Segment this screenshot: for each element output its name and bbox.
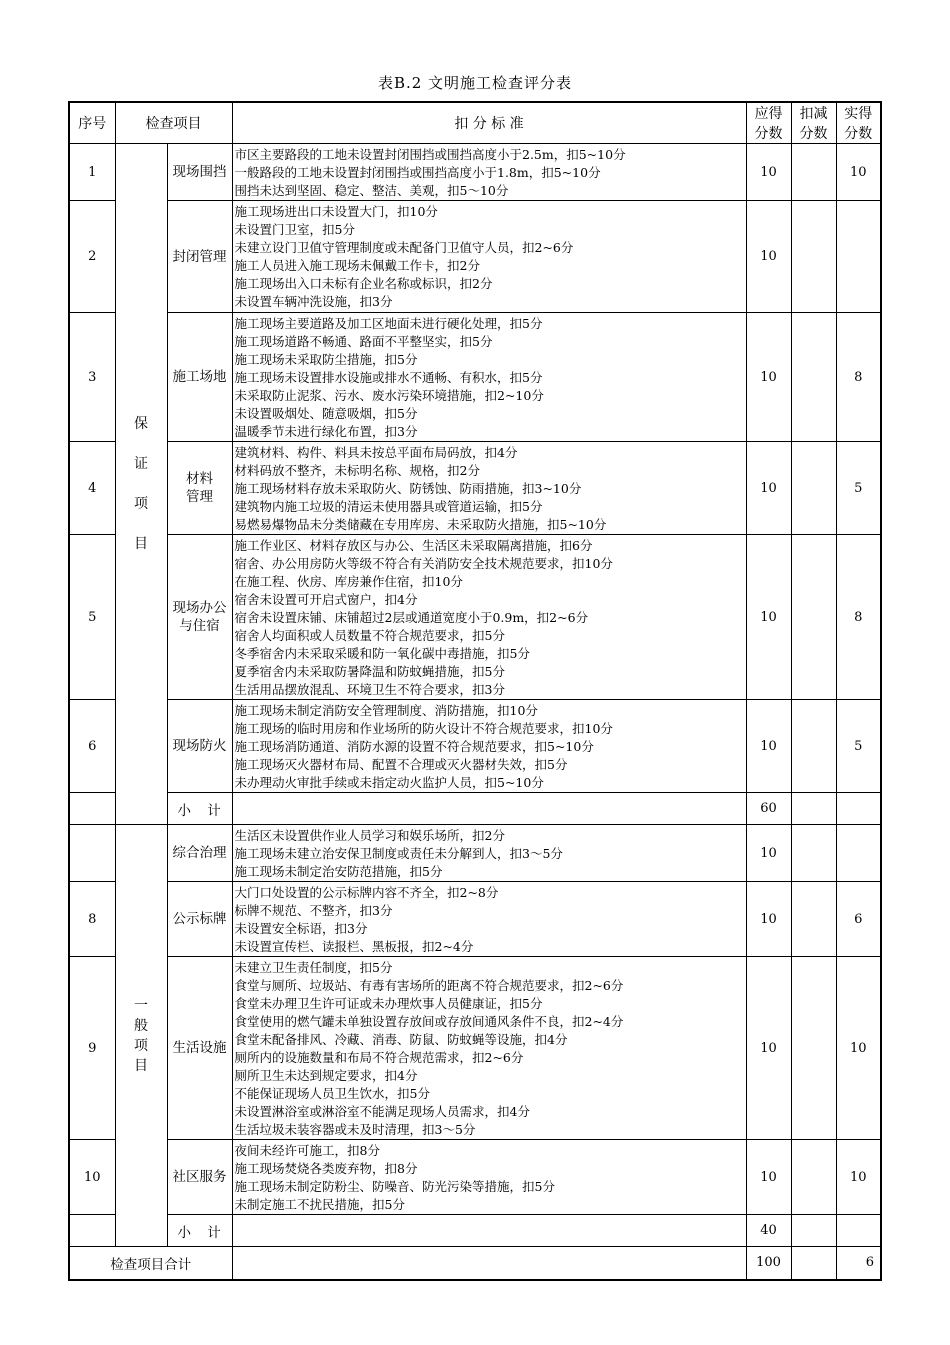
subtotal-label: 小 计 — [167, 793, 232, 825]
standard-line: 宿舍人均面积或人员数量不符合规范要求，扣5分 — [234, 628, 505, 643]
row-actual: 5 — [836, 700, 881, 793]
row-deduct — [791, 882, 836, 957]
row-item: 公示标牌 — [167, 882, 232, 957]
row-seq: 9 — [69, 957, 115, 1140]
row-deduct — [791, 313, 836, 442]
score-table — [68, 101, 882, 1281]
row-item: 材料 管理 — [167, 442, 232, 535]
standard-line: 施工现场道路不畅通、路面不平整坚实，扣5分 — [234, 334, 493, 349]
subtotal-row — [69, 1215, 881, 1247]
row-seq: 5 — [69, 535, 115, 700]
standard-line: 施工现场未建立治安保卫制度或责任未分解到人，扣3～5分 — [234, 846, 563, 861]
subtotal-label: 小 计 — [167, 1215, 232, 1247]
standard-line: 未设置吸烟处、随意吸烟，扣5分 — [234, 406, 418, 421]
standard-line: 未办理动火审批手续或未指定动火监护人员，扣5~10分 — [234, 775, 544, 790]
header-row — [69, 102, 881, 144]
standard-line: 未设置安全标语，扣3分 — [234, 921, 368, 936]
header-seq: 序号 — [69, 102, 115, 144]
row-item: 封闭管理 — [167, 201, 232, 313]
standard-line: 厕所内的设施数量和布局不符合规范需求，扣2~6分 — [234, 1050, 524, 1065]
row-deduct — [791, 700, 836, 793]
row-standard — [232, 313, 746, 442]
header-deduct: 扣减 分数 — [791, 102, 836, 144]
standard-line: 生活区未设置供作业人员学习和娱乐场所，扣2分 — [234, 828, 505, 843]
row-standard — [232, 442, 746, 535]
standard-line: 材料码放不整齐，未标明名称、规格，扣2分 — [234, 463, 480, 478]
row-due: 10 — [746, 882, 791, 957]
standard-line: 施工现场材料存放未采取防火、防锈蚀、防雨措施，扣3~10分 — [234, 481, 582, 496]
row-due: 10 — [746, 201, 791, 313]
row-due: 10 — [746, 700, 791, 793]
standard-line: 未建立卫生责任制度，扣5分 — [234, 960, 393, 975]
row-due: 10 — [746, 442, 791, 535]
row-item: 现场围挡 — [167, 144, 232, 201]
standard-line: 施工现场灭火器材布局、配置不合理或灭火器材失效，扣5分 — [234, 757, 568, 772]
row-seq — [69, 825, 115, 882]
standard-line: 未设置淋浴室或淋浴室不能满足现场人员需求，扣4分 — [234, 1104, 530, 1119]
row-standard — [232, 882, 746, 957]
row-seq: 1 — [69, 144, 115, 201]
standard-line: 建筑材料、构件、料具未按总平面布局码放，扣4分 — [234, 445, 518, 460]
standard-line: 施工现场未制定治安防范措施，扣5分 — [234, 864, 443, 879]
row-standard — [232, 1140, 746, 1215]
row-item: 综合治理 — [167, 825, 232, 882]
page-title: 表B.2 文明施工检查评分表 — [377, 74, 573, 92]
standard-line: 施工现场消防通道、消防水源的设置不符合规范要求，扣5~10分 — [234, 739, 594, 754]
standard-line: 不能保证现场人员卫生饮水，扣5分 — [234, 1086, 430, 1101]
row-deduct — [791, 201, 836, 313]
standard-line: 未设置宣传栏、读报栏、黑板报，扣2~4分 — [234, 939, 474, 954]
table-row — [69, 1140, 881, 1215]
standard-line: 围挡未达到坚固、稳定、整洁、美观，扣5～10分 — [234, 183, 509, 198]
row-item: 现场防火 — [167, 700, 232, 793]
standard-line: 未建立设门卫值守管理制度或未配备门卫值守人员，扣2~6分 — [234, 240, 574, 255]
standard-line: 宿舍未设置可开启式窗户，扣4分 — [234, 592, 418, 607]
standard-line: 易燃易爆物品未分类储藏在专用库房、未采取防火措施，扣5~10分 — [234, 517, 607, 532]
standard-line: 食堂未办理卫生许可证或未办理炊事人员健康证，扣5分 — [234, 996, 543, 1011]
standard-line: 建筑物内施工垃圾的清运未使用器具或管道运输，扣5分 — [234, 499, 543, 514]
standard-line: 标牌不规范、不整齐，扣3分 — [234, 903, 393, 918]
row-due: 10 — [746, 313, 791, 442]
table-row — [69, 201, 881, 313]
row-standard — [232, 957, 746, 1140]
category-general: 一 般 项 目 — [115, 825, 167, 1247]
row-actual: 5 — [836, 442, 881, 535]
row-seq: 4 — [69, 442, 115, 535]
row-deduct — [791, 442, 836, 535]
row-standard — [232, 144, 746, 201]
header-standard: 扣 分 标 准 — [232, 102, 746, 144]
standard-line: 夜间未经许可施工，扣8分 — [234, 1143, 380, 1158]
row-actual: 10 — [836, 957, 881, 1140]
row-due: 10 — [746, 144, 791, 201]
row-standard — [232, 535, 746, 700]
table-row — [69, 825, 881, 882]
standard-line: 冬季宿舍内未采取采暖和防一氧化碳中毒措施，扣5分 — [234, 646, 530, 661]
category-guarantee: 保 证 项 目 — [115, 144, 167, 825]
standard-line: 食堂未配备排风、冷藏、消毒、防鼠、防蚊蝇等设施，扣4分 — [234, 1032, 568, 1047]
header-actual: 实得 分数 — [836, 102, 881, 144]
total-due: 100 — [746, 1247, 791, 1280]
row-actual: 8 — [836, 313, 881, 442]
standard-line: 施工现场主要道路及加工区地面未进行硬化处理，扣5分 — [234, 316, 543, 331]
standard-line: 施工现场焚烧各类废弃物，扣8分 — [234, 1161, 418, 1176]
row-actual — [836, 201, 881, 313]
standard-line: 施工现场进出口未设置大门，扣10分 — [234, 204, 438, 219]
row-due: 10 — [746, 957, 791, 1140]
total-actual: 6 — [836, 1247, 881, 1280]
row-actual: 6 — [836, 882, 881, 957]
row-deduct — [791, 1140, 836, 1215]
row-standard — [232, 700, 746, 793]
standard-line: 温暖季节未进行绿化布置，扣3分 — [234, 424, 418, 439]
row-seq: 6 — [69, 700, 115, 793]
standard-line: 一般路段的工地未设置封闭围挡或围挡高度小于1.8m，扣5~10分 — [234, 165, 601, 180]
standard-line: 宿舍、办公用房防火等级不符合有关消防安全技术规范要求，扣10分 — [234, 556, 613, 571]
standard-line: 生活用品摆放混乱、环境卫生不符合要求，扣3分 — [234, 682, 505, 697]
row-actual: 10 — [836, 1140, 881, 1215]
row-due: 10 — [746, 535, 791, 700]
table-row — [69, 144, 881, 201]
row-seq: 10 — [69, 1140, 115, 1215]
row-standard — [232, 825, 746, 882]
table-row — [69, 700, 881, 793]
standard-line: 食堂使用的燃气罐未单独设置存放间或存放间通风条件不良，扣2~4分 — [234, 1014, 624, 1029]
row-item: 现场办公 与住宿 — [167, 535, 232, 700]
standard-line: 未设置门卫室，扣5分 — [234, 222, 355, 237]
standard-line: 夏季宿舍内未采取防暑降温和防蚊蝇措施，扣5分 — [234, 664, 505, 679]
subtotal-row — [69, 793, 881, 825]
subtotal-due: 60 — [746, 793, 791, 825]
standard-line: 施工人员进入施工现场未佩戴工作卡，扣2分 — [234, 258, 480, 273]
row-due: 10 — [746, 825, 791, 882]
standard-line: 生活垃圾未装容器或未及时清理，扣3～5分 — [234, 1122, 476, 1137]
standard-line: 施工现场未采取防尘措施，扣5分 — [234, 352, 418, 367]
row-item: 施工场地 — [167, 313, 232, 442]
row-deduct — [791, 144, 836, 201]
table-row — [69, 957, 881, 1140]
standard-line: 大门口处设置的公示标牌内容不齐全，扣2~8分 — [234, 885, 499, 900]
header-due: 应得 分数 — [746, 102, 791, 144]
row-item: 社区服务 — [167, 1140, 232, 1215]
standard-line: 施工现场未制定消防安全管理制度、消防措施，扣10分 — [234, 703, 538, 718]
row-seq: 2 — [69, 201, 115, 313]
table-row — [69, 882, 881, 957]
standard-line: 未制定施工不扰民措施，扣5分 — [234, 1197, 405, 1212]
standard-line: 施工现场未设置排水设施或排水不通畅、有积水，扣5分 — [234, 370, 543, 385]
row-seq: 3 — [69, 313, 115, 442]
row-actual: 10 — [836, 144, 881, 201]
row-deduct — [791, 825, 836, 882]
total-deduct — [791, 1247, 836, 1280]
subtotal-due: 40 — [746, 1215, 791, 1247]
standard-line: 施工现场出入口未标有企业名称或标识，扣2分 — [234, 276, 493, 291]
standard-line: 未设置车辆冲洗设施，扣3分 — [234, 294, 393, 309]
header-item: 检查项目 — [115, 102, 232, 144]
standard-line: 施工现场未制定防粉尘、防噪音、防光污染等措施，扣5分 — [234, 1179, 555, 1194]
row-due: 10 — [746, 1140, 791, 1215]
row-item: 生活设施 — [167, 957, 232, 1140]
table-row — [69, 313, 881, 442]
standard-line: 在施工程、伙房、库房兼作住宿，扣10分 — [234, 574, 463, 589]
standard-line: 厕所卫生未达到规定要求，扣4分 — [234, 1068, 418, 1083]
row-deduct — [791, 957, 836, 1140]
standard-line: 食堂与厕所、垃圾站、有毒有害场所的距离不符合规范要求，扣2~6分 — [234, 978, 624, 993]
row-seq: 8 — [69, 882, 115, 957]
table-row — [69, 442, 881, 535]
standard-line: 未采取防止泥浆、污水、废水污染环境措施，扣2~10分 — [234, 388, 544, 403]
total-row — [69, 1247, 881, 1280]
row-actual: 8 — [836, 535, 881, 700]
total-label: 检查项目合计 — [69, 1247, 232, 1280]
standard-line: 市区主要路段的工地未设置封闭围挡或围挡高度小于2.5m，扣5~10分 — [234, 147, 626, 162]
row-actual — [836, 825, 881, 882]
row-deduct — [791, 535, 836, 700]
standard-line: 施工作业区、材料存放区与办公、生活区未采取隔离措施，扣6分 — [234, 538, 593, 553]
standard-line: 宿舍未设置床铺、床铺超过2层或通道宽度小于0.9m，扣2~6分 — [234, 610, 589, 625]
table-row — [69, 535, 881, 700]
standard-line: 施工现场的临时用房和作业场所的防火设计不符合规范要求，扣10分 — [234, 721, 613, 736]
row-standard — [232, 201, 746, 313]
